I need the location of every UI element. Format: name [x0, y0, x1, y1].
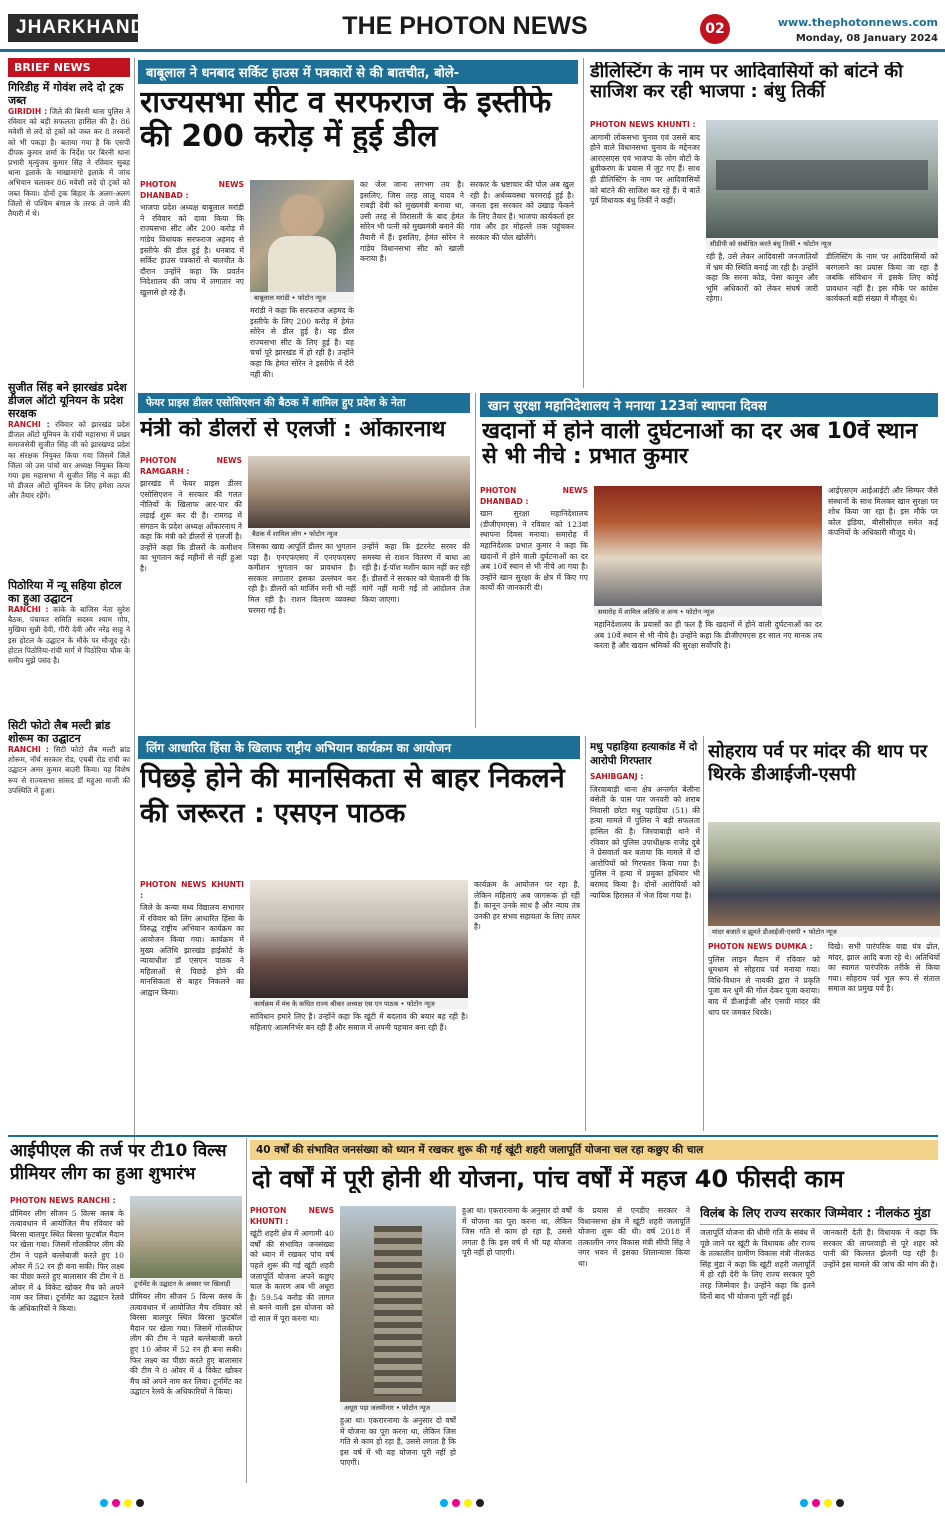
article9-side-headline[interactable]: विलंब के लिए राज्य सरकार जिम्मेवार : नीलकंठ मुंडा — [700, 1206, 938, 1225]
article3-headline[interactable]: मंत्री को डीलरों से एलर्जी : ओंकारनाथ — [140, 418, 446, 442]
article7-body: PHOTON NEWS DUMKA : पुलिस लाइन मैदान में रविवार को धूमधाम से सोहराय पर्व मनाया गया। विधि-विधान से नायकी द्वारा ने प्रकृति पूजा कर धुमें की गोल देकर पूजा कराया। बाद में डीआईजी और एसपी मांदर की थाप पर जमकर थिरके। दिखे। सभी पारंपरिक वाद्य यंत्र ढोल, मांदर, झाल आदि बजा रहे थे। अतिथियों का स्वागत पारंपरिक तरीके से किया गया। सोहराय पर्व भूल रूप से संताल समाज का प्रमुख पर्व है। — [708, 942, 940, 1017]
brief-item — [8, 81, 130, 377]
article2-headline[interactable]: डीलिस्टिंग के नाम पर आदिवासियों को बांटने की साजिश कर रही भाजपा : बंधु तिर्की — [590, 62, 903, 103]
article1-body: PHOTON NEWS DHANBAD : भाजपा प्रदेश अध्यक्ष बाबूलाल मरांडी ने रविवार को दावा किया कि राज्यसभा सीट और 200 करोड़ में गांडेय विधायक सरफराज अहमद से इस्तीफे की डील हुई है। धनबाद में सर्किट हाउस पत्रकारों से बातचीत के दौरान उन्होंने कहा कि प्रवर्तन निदेशालय की जांच में लगातार नए खुलासे हो रहे हैं। बाबूलाल मरांडी • फोटोन न्यूज मरांडी ने कहा कि सरफराज अहमद के इस्तीफे के लिए 200 करोड़ में हेमंत सोरेन से डील हुई है। यह डील राज्यसभा सीट के लिए हुई है। यह चर्चा पूरे झारखंड में हो रही है। उन्होंने कहा कि हेमंत सोरेन ने इस्तीफे में देरी नहीं की। का जेल जाना लगभग तय है। इसलिए, जिस तरह लालू यादव ने राबड़ी देवी को मुख्यमंत्री बनाया था, उसी तरह से विरासती के बाद हेमंत सोरेन भी पत्नी को मुख्यमंत्री बनाने की तैयारी में हैं। इसलिए, हेमंत सोरेन ने गांडेय विधानसभा सीट को खाली कराया है। सरकार के भ्रष्टाचार की पोल अब खुल रही है। अर्थव्यवस्था चरमराई हुई है। जनता इस सरकार को उखाड़ फेंकने के लिए तैयार है। भाजपा कार्यकर्ता हर गांव और हर मोहल्ले तक पहुंचकर सरकार की पोल खोलेंगे। — [140, 180, 574, 379]
brief-news-column — [8, 58, 130, 1158]
page-number-badge: 02 — [700, 14, 730, 44]
article4-caption: समारोह में शामिल अतिथि व अन्य • फोटोन न्यूज — [594, 606, 822, 617]
article9-photo — [340, 1206, 456, 1402]
article1-headline[interactable]: राज्यसभा सीट व सरफराज के इस्तीफे की 200 करोड़ में हुई डील — [140, 86, 552, 154]
brief-body: RANCHI : कांके के बाजिस नेता सुरेश बैठक, पंचायत समिति सदस्य श्याम गोप, मुखिया सुन्नी देवी, गीरी देवी और नरेंद्र साहु ने इस होटल के उद्घाटन के मौके पर मौजूद रहे। होटल पिठोरिया-रांची मार्ग में पिठोरिया चौक के समीप मुझे पसंद है। — [8, 605, 130, 666]
article4-headline[interactable]: खदानों में होने वाली दुर्घटनाओं का दर अब 10वें स्थान से भी नीचे : प्रभात कुमार — [482, 420, 918, 469]
article2-photo — [706, 120, 938, 238]
article5-headline[interactable]: पिछड़े होने की मानसिकता से बाहर निकलने की जरूरत : एसएन पाठक — [140, 763, 565, 829]
state-tag: JHARKHAND — [8, 14, 138, 42]
paper-name: THE PHOTON NEWS — [342, 12, 588, 40]
brief-headline: पिठोरिया में न्यू सहिया होटल का हुआ उद्घाटन — [8, 579, 122, 605]
article3-byline: PHOTON NEWS RAMGARH : — [140, 456, 242, 476]
article5-photo — [250, 880, 468, 998]
article3-banner: फेयर प्राइस डीलर एसोसिएशन की बैठक में शामिल हुए प्रदेश के नेता — [138, 393, 470, 413]
article8-byline: PHOTON NEWS RANCHI : — [10, 1196, 116, 1205]
article1-caption: बाबूलाल मरांडी • फोटोन न्यूज — [250, 292, 354, 303]
article2-byline: PHOTON NEWS KHUNTI : — [590, 120, 696, 129]
article3-body: PHOTON NEWS RAMGARH : झारखंड में फेयर प्राइस डीलर एसोसिएशन ने सरकार की गलत नीतियों के खिलाफ आर-पार की लड़ाई शुरू कर दी है। रामगढ़ में संगठन के प्रदेश अध्यक्ष ओंकारनाथ ने कहा कि मंत्री को डीलरों से एलर्जी है। उन्होंने कहा कि डीलरों के कमीशन का भुगतान कई महीनों से नहीं हुआ है। बैठक में शामिल लोग • फोटोन न्यूज जिसका खाद्य आपूर्ति डीलर का भुगतान पड़ा है। एनएफएसए में एनएफएसए कमीशन भुगतान का प्रावधान है। सरकार लगातार इसका उल्लंघन कर रही है। डीलरों को मार्जिन मनी भी नहीं मिल रही है। राशन वितरण व्यवस्था चरमरा गई है। उन्होंने कहा कि इंटरनेट सरवर की समस्या से राशन वितरण में बाधा आ रही है। ई-पॉश मशीन काम नहीं कर रही हैं। डीलरों ने सरकार को चेतावनी दी कि मांगें नहीं मानी गईं तो आंदोलन तेज किया जाएगा। — [140, 456, 470, 615]
brief-headline: गिरिडीह में गोवंश लदे दो ट्रक जब्त — [8, 81, 124, 107]
article9-caption: अधूरा पड़ा जलमीनार • फोटोन न्यूज — [340, 1402, 456, 1413]
brief-headline: सुजीत सिंह बने झारखंड प्रदेश डीजल ऑटो यूनियन के प्रदेश सरक्षक — [8, 381, 127, 420]
brief-body: GIRIDIH : जिले की बिरनी थाना पुलिस ने रविवार को बड़ी सफलता हासिल की है। 86 मवेशी से लदे दो ट्रकों को जब्त कर 8 तस्करों को भी पकड़ा है। बताया गया है कि एसपी दीपक कुमार शर्मा के निर्देश पर बिरनी थाना प्रभारी मृत्युंजय कुमार सिंह ने रविवार सुबह थाना इलाके के माखामांगो इलाके में जांच अभियान चलाकर 86 मवेशी लदे दो ट्रकों को जब्त किया। दोनों ट्रक बिहार के अलग-अलग जिलों से पश्चिम बंगाल के तरफ ले जाने की तैयारी में थे। — [8, 107, 130, 219]
brief-headline: सिटी फोटो लैब मल्टी ब्रांड शोरूम का उद्घाटन — [8, 719, 111, 745]
brief-item — [8, 719, 130, 895]
article2-body: PHOTON NEWS KHUNTI : आगामी लोकसभा चुनाव एवं उससे बाद होने वाले विधानसभा चुनाव के मद्देनजर आरएसएस एवं भाजपा के लोग वोटों के ध्रुवीकरण के प्रयास में जुट गए हैं। साथ ही डीलिस्टिंग के नाम पर आदिवासियों को बांटने की साजिश कर रहे हैं। ये बातें पूर्व विधायक बंधु तिर्की ने कहीं। सीडीपी को संबोधित करते बंधु तिर्की • फोटोन न्यूज रही है, उसे लेकर आदिवासी जनजातियों में भ्रम की स्थिति बनाई जा रही है। उन्होंने कहा कि सरना कोड, पेसा कानून और भूमि अधिकारों को लेकर संघर्ष जारी रहेगा। डीलिस्टिंग के नाम पर आदिवासियों को बरगलाने का प्रयास किया जा रहा है जबकि संविधान में इसके लिए कोई प्रावधान नहीं है। इस मौके पर कांग्रेस कार्यकर्ता बड़ी संख्या में मौजूद थे। — [590, 120, 938, 304]
article4-byline: PHOTON NEWS DHANBAD : — [480, 486, 588, 506]
article7-byline: PHOTON NEWS DUMKA : — [708, 942, 813, 951]
article7-caption: मांदर बजाते व झूमते डीआईजी-एसपी • फोटोन न्यूज — [708, 926, 940, 937]
article4-banner: खान सुरक्षा महानिदेशालय ने मनाया 123वां स्थापना दिवस — [480, 393, 938, 417]
article5-caption: कार्यक्रम में मंच के कथित राज्य श्रीकर अध्यक्ष एस एन पाठक • फोटोन न्यूज — [250, 998, 468, 1009]
article6-headline[interactable]: मधु पहाड़िया हत्याकांड में दो आरोपी गिरफ्तार — [590, 741, 698, 767]
article9-body: PHOTON NEWS KHUNTI : खूंटी शहरी क्षेत्र में आगामी 40 वर्षों की संभावित जनसंख्या को ध्यान में रखकर पांच वर्ष पहले शुरू की गई खूंटी शहरी जलापूर्ति योजना अपने कछुए चाल के कारण अब भी अधूरा है। 59.54 करोड़ की लागत से बनने वाली इस योजना को दो साल में पूरा करना था। अधूरा पड़ा जलमीनार • फोटोन न्यूज हुआ था। एकरारनामा के अनुसार दो वर्षों में योजना का पूरा करना था, लेकिन जिस गति से काम हो रहा है, उससे लगता है कि इस वर्ष में भी यह योजना पूरी नहीं हो पाएगी। हुआ था। एकरारनामा के अनुसार दो वर्षों में योजना का पूरा करना था, लेकिन जिस गति से काम हो रहा है, उससे लगता है कि इस वर्ष में भी यह योजना पूरी नहीं हो पाएगी। के प्रयास से एनडीए सरकार ने विधानसभा क्षेत्र में खूंटी शहरी जलापूर्ति योजना शुरू की थी। वर्ष 2018 में तत्कालीन नगर विकास मंत्री सीपी सिंह ने नगर भवन में इसका शिलान्यास किया था। — [250, 1206, 690, 1468]
article9-headline[interactable]: दो वर्षों में पूरी होनी थी योजना, पांच वर्षों में महज 40 फीसदी काम — [252, 1166, 844, 1193]
brief-news-label: BRIEF NEWS — [8, 58, 130, 77]
brief-item — [8, 381, 130, 575]
article9-byline: PHOTON NEWS KHUNTI : — [250, 1206, 334, 1226]
article7-headline[interactable]: सोहराय पर्व पर मांदर की थाप पर थिरके डीआईजी-एसपी — [708, 741, 928, 786]
website-link[interactable]: www.thephotonnews.com — [777, 16, 938, 29]
article9-banner: 40 वर्षों की संभावित जनसंख्या को ध्यान में रखकर शुरू की गई खूंटी शहरी जलापूर्ति योजना चल रहा कछुए की चाल — [250, 1140, 938, 1160]
issue-date: Monday, 08 January 2024 — [795, 33, 938, 44]
article8-headline[interactable]: आईपीएल की तर्ज पर टी10 विल्स प्रीमियर लीग का हुआ शुभारंभ — [10, 1141, 227, 1184]
article2-caption: सीडीपी को संबोधित करते बंधु तिर्की • फोटोन न्यूज — [706, 238, 938, 249]
article3-photo — [248, 456, 470, 528]
article4-photo — [594, 486, 822, 606]
article3-caption: बैठक में शामिल लोग • फोटोन न्यूज — [248, 528, 470, 539]
article8-body: PHOTON NEWS RANCHI : प्रीमियर लीग सीजन 5 विल्स क्लब के तत्वावधान में आयोजित मैच रविवार को बिरसा बालपुर स्थित बिरसा फुटबॉल मैदान पर खेला गया। जिसमें गोलकीपर लीग की टीम ने पहले बल्लेबाजी करते हुए 10 ओवर में 52 रन ही बना सकी। फिर लक्ष्य का पीछा करते हुए बालासार की टीम ने 8 ओवर में 4 विकेट खोकर मैच को अपने नाम कर लिया। टूर्नामेंट का उद्घाटन रेलवे के अधिकारियों ने किया। टूर्नामेंट के उद्घाटन के अवसर पर खिलाड़ी प्रीमियर लीग सीजन 5 विल्स क्लब के तत्वावधान में आयोजित मैच रविवार को बिरसा बालपुर स्थित बिरसा फुटबॉल मैदान पर खेला गया। जिसमें गोलकीपर लीग की टीम ने पहले बल्लेबाजी करते हुए 10 ओवर में 52 रन ही बना सकी। फिर लक्ष्य का पीछा करते हुए बालासार की टीम ने 8 ओवर में 4 विकेट खोकर मैच को अपने नाम कर लिया। टूर्नामेंट का उद्घाटन रेलवे के अधिकारियों ने किया। — [10, 1196, 242, 1397]
article8-photo — [130, 1196, 242, 1278]
article9-side-body: जलापूर्ति योजना की धीमी गति के संबंध में पूछे जाने पर खूंटी के विधायक और राज्य के तत्कालीन ग्रामीण विकास मंत्री नीलकंठ सिंह मुंडा ने कहा कि खूंटी शहरी जलापूर्ति में हो रही देरी के लिए राज्य सरकार पूरी तरह जिम्मेवार है। उन्होंने कहा कि इतने दिनों बाद भी योजना पूरी नहीं हुई। जानकारी देती है। विधायक ने कहा कि सरकार की लापरवाही से पूरे शहर को पानी की किल्लत झेलनी पड़ रही है। उन्होंने इस मामले की जांच की मांग की है। — [700, 1228, 938, 1301]
article5-body: PHOTON NEWS KHUNTI : जिले के कन्या मध्य विद्यालय सभागार में रविवार को लिंग आधारित हिंसा के विरुद्ध राष्ट्रीय अभियान कार्यक्रम का आयोजन किया गया। कार्यक्रम में मुख्य अतिथि झारखंड हाईकोर्ट के न्यायाधीश डॉ एसएन पाठक ने महिलाओं से पिछड़े होने की मानसिकता से बाहर निकलने का आह्वान किया। कार्यक्रम में मंच के कथित राज्य श्रीकर अध्यक्ष एस एन पाठक • फोटोन न्यूज सांविधान हमारे लिए है। उन्होंने कहा कि खूंटी में बदलाव की बयार बह रही है। महिलाएं आत्मनिर्भर बन रही हैं और समाज में अपनी पहचान बना रही हैं। कार्यक्रम के आयोजन पर रहा है, लेकिन महिलाएं अब जागरूक हो रही हैं। कानून उनके साथ है और न्याय तंत्र उनकी हर संभव सहायता के लिए तत्पर है। — [140, 880, 580, 1032]
brief-body: RANCHI : सिटी फोटो लैब मल्टी ब्रांड शोरूम, नॉर्थ सरकार रोड, एचबी रोड रांची का उद्घाटन अमर कुमार बाउरी किया। यह विशेष रूप से राज्यसभा सांसद डॉ महुआ माजी की उपस्थिति में हुआ। — [8, 745, 130, 795]
article1-photo — [250, 180, 354, 292]
brief-body: RANCHI : रविवार को झारखंड प्रदेश डीजल ऑटो यूनियन के रांची महासभा में प्रखर समाजसेवी सुजीत सिंह जी को झारखण्ड प्रदेश का संरक्षक नियुक्त किया गया जिसमें जिले जिला जो उस पांचो वार अध्यक्ष नियुक्त किया गया इस महासभा में सुजीत सिंह ने कहा की यो डीजल ऑटो यूनियन के लिए हमेशा तत्पर और तैयार रहेंगे। — [8, 420, 130, 501]
article8-caption: टूर्नामेंट के उद्घाटन के अवसर पर खिलाड़ी — [130, 1278, 242, 1289]
article1-banner: बाबूलाल ने धनबाद सर्किट हाउस में पत्रकारों से की बातचीत, बोले- — [138, 60, 578, 84]
article1-byline: PHOTON NEWS DHANBAD : — [140, 180, 244, 200]
article5-byline: PHOTON NEWS KHUNTI : — [140, 880, 244, 900]
article4-body: PHOTON NEWS DHANBAD : खान सुरक्षा महानिदेशालय (डीजीएमएस) ने रविवार को 123वां स्थापना दिवस मनाया। समारोह में महानिदेशक प्रभात कुमार ने कहा कि खदानों में होने वाली दुर्घटनाओं का दर अब 10वें स्थान से भी नीचे आ गया है। उन्होंने खान सुरक्षा के क्षेत्र में किए गए कार्यों की जानकारी दी। समारोह में शामिल अतिथि व अन्य • फोटोन न्यूज महानिदेशालय के प्रयासों का ही फल है कि खदानों में होने वाली दुर्घटनाओं का दर अब 10वें स्थान से भी नीचे है। उन्होंने कहा कि डीजीएमएस हर साल नए मानक तय करता है और खदान श्रमिकों की सुरक्षा सर्वोपरि है। आईएसएम आईआईटी और सिम्फर जैसे संस्थानों के साथ मिलकर खान सुरक्षा पर शोध किया जा रहा है। इस मौके पर कोल इंडिया, बीसीसीएल समेत कई कंपनियों के अधिकारी मौजूद थे। — [480, 486, 938, 651]
article6-byline: SAHIBGANJ : — [590, 772, 644, 781]
masthead — [0, 0, 945, 52]
color-registration-marks — [0, 1496, 945, 1510]
article7-photo — [708, 822, 940, 926]
brief-item — [8, 579, 130, 715]
article5-banner: लिंग आधारित हिंसा के खिलाफ राष्ट्रीय अभियान कार्यक्रम का आयोजन — [138, 736, 580, 759]
article6-body: SAHIBGANJ : जिरवाबाड़ी थाना क्षेत्र अन्तर्गत बेलीना बंसेती के पास पार जनवरी को शराब निवासी छोटा मधु पहाड़िया (51) की हत्या मामले में पुलिस ने बड़ी सफलता हासिल की है। जिरवाबाड़ी थाने में रविवार को पुलिस उपाधीक्षक राजेंद्र दुबे ने प्रेसवार्ता कर बताया कि मामले में दो आरोपियों को गिरफ्तार किया गया है। पुलिस ने हत्या में प्रयुक्त हथियार भी बरामद किया है। दोनों आरोपियों को न्यायिक हिरासत में भेज दिया गया है। — [590, 772, 700, 900]
